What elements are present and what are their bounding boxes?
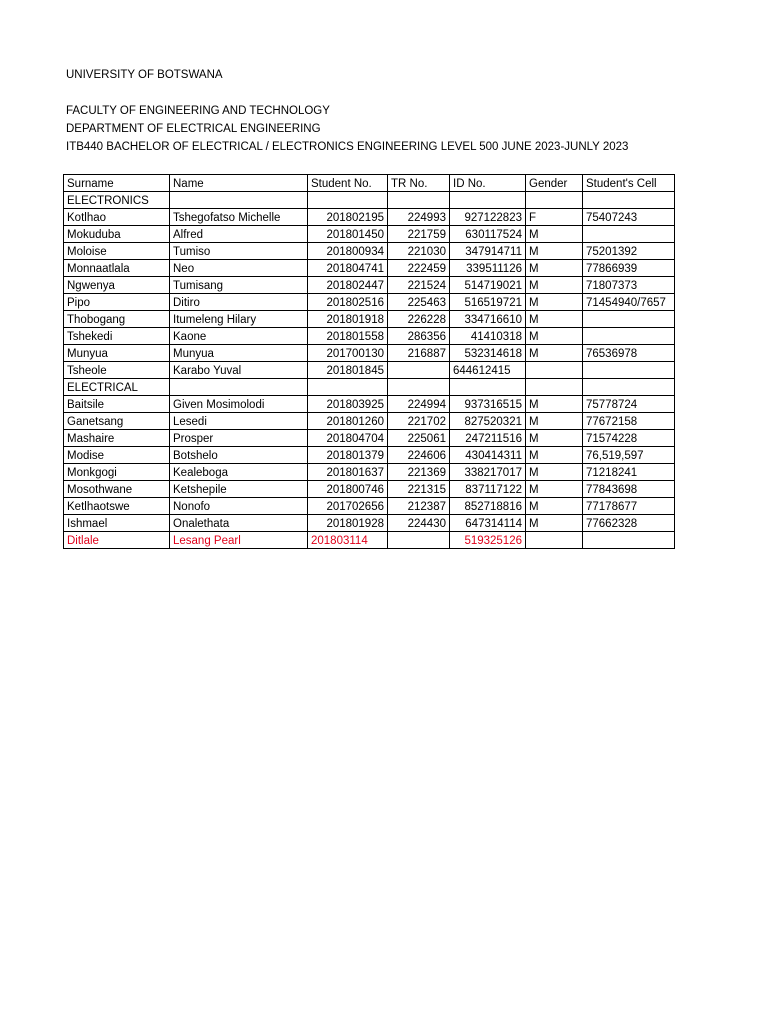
cell-id-no: 339511126: [450, 260, 526, 277]
section-label: ELECTRONICS: [64, 192, 170, 209]
cell-id-no: 630117524: [450, 226, 526, 243]
cell-phone: 77178677: [583, 498, 675, 515]
cell-tr-no: [388, 362, 450, 379]
cell-student-no: 201801450: [308, 226, 388, 243]
cell-name: Karabo Yuval: [170, 362, 308, 379]
table-row: [64, 464, 675, 481]
roster-body: [64, 192, 675, 549]
table-row: [64, 447, 675, 464]
cell-id-no: 837117122: [450, 481, 526, 498]
cell-student-no: 201801637: [308, 464, 388, 481]
cell-name: Tshegofatso Michelle: [170, 209, 308, 226]
cell-name: Prosper: [170, 430, 308, 447]
cell-tr-no: 221030: [388, 243, 450, 260]
cell-gender: M: [526, 243, 583, 260]
cell-surname: Ganetsang: [64, 413, 170, 430]
cell-tr-no: 221524: [388, 277, 450, 294]
cell-tr-no: 221702: [388, 413, 450, 430]
table-row: [64, 328, 675, 345]
cell-student-no: 201801379: [308, 447, 388, 464]
table-row: [64, 396, 675, 413]
university-title: UNIVERSITY OF BOTSWANA: [66, 69, 223, 81]
cell-phone: 71218241: [583, 464, 675, 481]
cell-student-no: 201800934: [308, 243, 388, 260]
col-student-no: Student No.: [308, 175, 388, 192]
cell-phone: 75407243: [583, 209, 675, 226]
cell-surname: Mashaire: [64, 430, 170, 447]
cell-surname: Kotlhao: [64, 209, 170, 226]
cell-tr-no: 224430: [388, 515, 450, 532]
col-gender: Gender: [526, 175, 583, 192]
cell-id-no: 338217017: [450, 464, 526, 481]
header-row: [64, 175, 675, 192]
cell-student-no: 201801928: [308, 515, 388, 532]
cell-surname: Mosothwane: [64, 481, 170, 498]
col-tr-no: TR No.: [388, 175, 450, 192]
student-roster-table: [63, 174, 675, 549]
cell-name: Tumisang: [170, 277, 308, 294]
table-row: [64, 260, 675, 277]
cell-phone: 77672158: [583, 413, 675, 430]
col-id-no: ID No.: [450, 175, 526, 192]
cell-gender: M: [526, 498, 583, 515]
table-row: [64, 294, 675, 311]
cell-gender: [526, 362, 583, 379]
cell-tr-no: 225061: [388, 430, 450, 447]
cell-tr-no: 221315: [388, 481, 450, 498]
cell-name: Munyua: [170, 345, 308, 362]
cell-id-no: 532314618: [450, 345, 526, 362]
empty-cell: [526, 192, 583, 209]
cell-gender: M: [526, 515, 583, 532]
cell-phone: 75778724: [583, 396, 675, 413]
cell-phone: 77843698: [583, 481, 675, 498]
cell-student-no: 201700130: [308, 345, 388, 362]
empty-cell: [388, 379, 450, 396]
empty-cell: [308, 192, 388, 209]
table-row: [64, 277, 675, 294]
cell-phone: 75201392: [583, 243, 675, 260]
cell-name: Tumiso: [170, 243, 308, 260]
cell-gender: M: [526, 447, 583, 464]
table-row: [64, 413, 675, 430]
empty-cell: [583, 379, 675, 396]
cell-phone: 71454940/7657: [583, 294, 675, 311]
cell-id-no: 927122823: [450, 209, 526, 226]
cell-id-no: 514719021: [450, 277, 526, 294]
table-row: [64, 498, 675, 515]
cell-name: Neo: [170, 260, 308, 277]
cell-surname: Ditlale: [64, 532, 170, 549]
cell-tr-no: 212387: [388, 498, 450, 515]
programme-title: ITB440 BACHELOR OF ELECTRICAL / ELECTRONICS ENGINEERING LEVEL 500 JUNE 2023-JUNLY 2023: [66, 141, 629, 153]
cell-student-no: 201802447: [308, 277, 388, 294]
cell-tr-no: 221369: [388, 464, 450, 481]
empty-cell: [583, 192, 675, 209]
table-row: [64, 345, 675, 362]
cell-gender: M: [526, 464, 583, 481]
cell-name: Itumeleng Hilary: [170, 311, 308, 328]
empty-cell: [170, 379, 308, 396]
table-row: [64, 209, 675, 226]
cell-surname: Moloise: [64, 243, 170, 260]
cell-phone: [583, 532, 675, 549]
cell-gender: M: [526, 345, 583, 362]
cell-name: Botshelo: [170, 447, 308, 464]
cell-student-no: 201801260: [308, 413, 388, 430]
empty-cell: [450, 192, 526, 209]
cell-gender: M: [526, 294, 583, 311]
cell-student-no: 201800746: [308, 481, 388, 498]
cell-gender: M: [526, 260, 583, 277]
cell-gender: M: [526, 413, 583, 430]
cell-phone: [583, 226, 675, 243]
cell-id-no: 347914711: [450, 243, 526, 260]
cell-name: Alfred: [170, 226, 308, 243]
table-row: [64, 515, 675, 532]
cell-id-no: 937316515: [450, 396, 526, 413]
section-electronics: [64, 192, 675, 209]
empty-cell: [526, 379, 583, 396]
cell-tr-no: 224994: [388, 396, 450, 413]
cell-id-no: 519325126: [450, 532, 526, 549]
cell-gender: M: [526, 311, 583, 328]
table-row: [64, 532, 675, 549]
cell-tr-no: 286356: [388, 328, 450, 345]
cell-gender: M: [526, 481, 583, 498]
cell-id-no: 334716610: [450, 311, 526, 328]
cell-student-no: 201801918: [308, 311, 388, 328]
cell-student-no: 201702656: [308, 498, 388, 515]
cell-tr-no: 224993: [388, 209, 450, 226]
cell-id-no: 430414311: [450, 447, 526, 464]
cell-surname: Monnaatlala: [64, 260, 170, 277]
cell-phone: 71807373: [583, 277, 675, 294]
cell-student-no: 201802516: [308, 294, 388, 311]
cell-surname: Baitsile: [64, 396, 170, 413]
cell-gender: M: [526, 226, 583, 243]
cell-id-no: 852718816: [450, 498, 526, 515]
cell-name: Ketshepile: [170, 481, 308, 498]
cell-student-no: 201803114: [308, 532, 388, 549]
cell-surname: Tshekedi: [64, 328, 170, 345]
cell-surname: Ketlhaotswe: [64, 498, 170, 515]
cell-name: Kaone: [170, 328, 308, 345]
cell-name: Lesang Pearl: [170, 532, 308, 549]
empty-cell: [388, 192, 450, 209]
cell-phone: 76,519,597: [583, 447, 675, 464]
cell-surname: Tsheole: [64, 362, 170, 379]
section-electrical: [64, 379, 675, 396]
cell-phone: 77662328: [583, 515, 675, 532]
cell-phone: [583, 311, 675, 328]
col-student-cell: Student's Cell: [583, 175, 675, 192]
cell-student-no: 201801558: [308, 328, 388, 345]
cell-surname: Thobogang: [64, 311, 170, 328]
cell-surname: Ngwenya: [64, 277, 170, 294]
cell-id-no: 647314114: [450, 515, 526, 532]
table-row: [64, 243, 675, 260]
cell-phone: [583, 362, 675, 379]
cell-student-no: 201801845: [308, 362, 388, 379]
cell-gender: M: [526, 328, 583, 345]
cell-surname: Monkgogi: [64, 464, 170, 481]
cell-name: Given Mosimolodi: [170, 396, 308, 413]
cell-tr-no: [388, 532, 450, 549]
cell-surname: Modise: [64, 447, 170, 464]
table-row: [64, 430, 675, 447]
cell-gender: M: [526, 277, 583, 294]
cell-gender: [526, 532, 583, 549]
cell-id-no: 644612415: [450, 362, 526, 379]
cell-tr-no: 226228: [388, 311, 450, 328]
cell-name: Lesedi: [170, 413, 308, 430]
cell-surname: Mokuduba: [64, 226, 170, 243]
table-row: [64, 362, 675, 379]
cell-tr-no: 225463: [388, 294, 450, 311]
cell-phone: 76536978: [583, 345, 675, 362]
cell-name: Nonofo: [170, 498, 308, 515]
cell-student-no: 201804704: [308, 430, 388, 447]
cell-id-no: 41410318: [450, 328, 526, 345]
cell-id-no: 516519721: [450, 294, 526, 311]
col-surname: Surname: [64, 175, 170, 192]
cell-name: Onalethata: [170, 515, 308, 532]
cell-phone: 77866939: [583, 260, 675, 277]
faculty-title: FACULTY OF ENGINEERING AND TECHNOLOGY: [66, 105, 330, 117]
table-row: [64, 226, 675, 243]
cell-gender: M: [526, 396, 583, 413]
cell-tr-no: 224606: [388, 447, 450, 464]
cell-phone: [583, 328, 675, 345]
cell-student-no: 201803925: [308, 396, 388, 413]
table-row: [64, 311, 675, 328]
cell-gender: M: [526, 430, 583, 447]
cell-surname: Ishmael: [64, 515, 170, 532]
cell-tr-no: 222459: [388, 260, 450, 277]
cell-phone: 71574228: [583, 430, 675, 447]
department-title: DEPARTMENT OF ELECTRICAL ENGINEERING: [66, 123, 321, 135]
cell-id-no: 827520321: [450, 413, 526, 430]
cell-surname: Munyua: [64, 345, 170, 362]
section-label: ELECTRICAL: [64, 379, 170, 396]
empty-cell: [170, 192, 308, 209]
cell-student-no: 201802195: [308, 209, 388, 226]
cell-student-no: 201804741: [308, 260, 388, 277]
cell-surname: Pipo: [64, 294, 170, 311]
table-row: [64, 481, 675, 498]
cell-name: Ditiro: [170, 294, 308, 311]
cell-id-no: 247211516: [450, 430, 526, 447]
empty-cell: [450, 379, 526, 396]
empty-cell: [308, 379, 388, 396]
cell-tr-no: 221759: [388, 226, 450, 243]
col-name: Name: [170, 175, 308, 192]
cell-tr-no: 216887: [388, 345, 450, 362]
cell-gender: F: [526, 209, 583, 226]
cell-name: Kealeboga: [170, 464, 308, 481]
